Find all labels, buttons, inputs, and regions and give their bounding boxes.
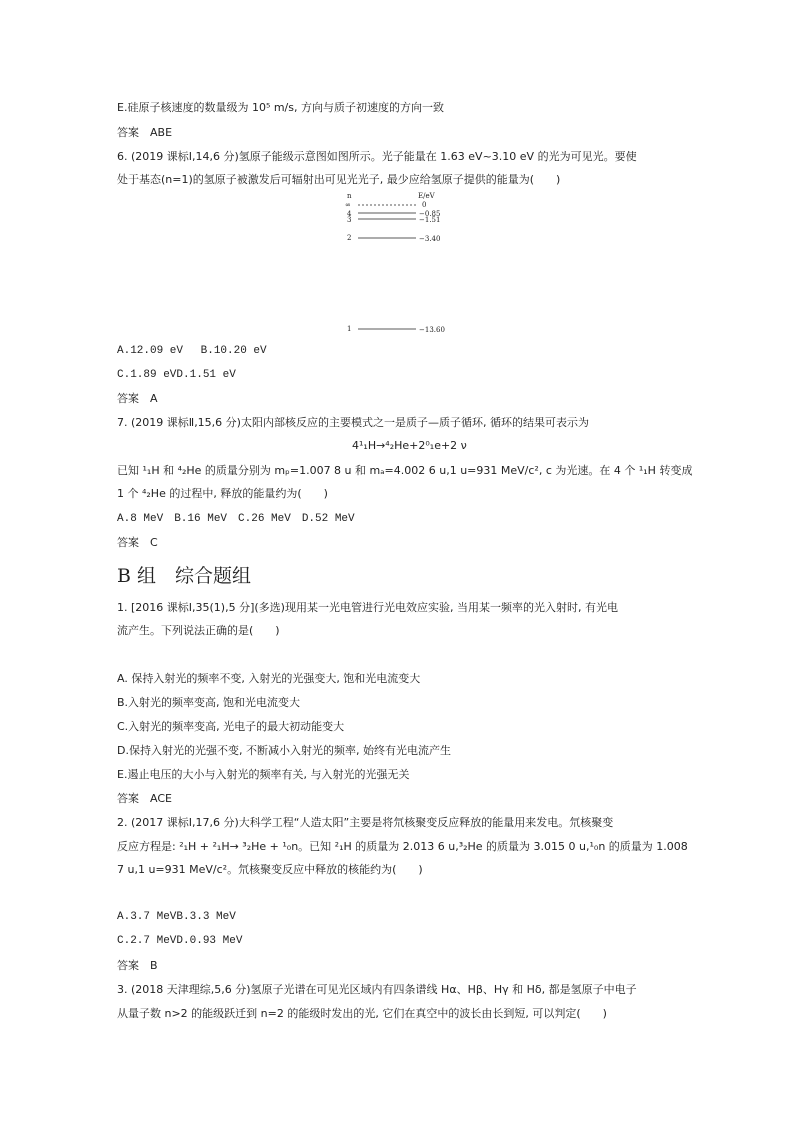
question-b1-option-a: A. 保持入射光的频率不变, 入射光的光强变大, 饱和光电流变大: [117, 672, 421, 685]
level-e-2: −3.40: [419, 235, 441, 243]
answer-text: 答案 ABE: [117, 126, 173, 139]
question-b1-option-e: E.遏止电压的大小与入射光的频率有关, 与入射光的光强无关: [117, 768, 410, 781]
question-b1-answer: 答案 ACE: [117, 792, 172, 805]
question-6-options-ab: A.12.09 eV B.10.20 eV: [117, 345, 267, 357]
question-7-stem-line-2: 已知 ¹₁H 和 ⁴₂He 的质量分别为 mₚ=1.007 8 u 和 mₐ=4.002 6 u,1 u=931 MeV/c², c 为光速。在 4 个 ¹₁H 转变成: [117, 464, 693, 477]
question-b3-stem-line-2: 从量子数 n>2 的能级跃迁到 n=2 的能级时发出的光, 它们在真空中的波长由长到短, 可以判定( ): [117, 1007, 607, 1020]
level-n-1: 1: [347, 325, 352, 333]
question-6-stem-line-2: 处于基态(n=1)的氢原子被激发后可辐射出可见光光子, 最少应给氢原子提供的能量为( ): [117, 173, 561, 186]
question-b2-options-ab: A.3.7 MeVB.3.3 MeV: [117, 911, 236, 923]
level-n-4: 4: [347, 210, 352, 218]
level-n-inf: ∞: [345, 201, 351, 209]
level-e-4: −0.85: [419, 210, 441, 218]
question-6-options-cd: C.1.89 eVD.1.51 eV: [117, 369, 236, 381]
level-n-2: 2: [347, 234, 352, 242]
question-b1-stem-line-1: 1. [2016 课标Ⅰ,35(1),5 分](多选)现用某一光电管进行光电效应实验, 当用某一频率的光入射时, 有光电: [117, 601, 618, 614]
question-b2-stem-line-3: 7 u,1 u=931 MeV/c²。氘核聚变反应中释放的核能约为( ): [117, 863, 423, 876]
question-b1-option-b: B.入射光的频率变高, 饱和光电流变大: [117, 696, 301, 709]
level-e-1: −13.60: [419, 326, 445, 334]
question-7-stem-line-1: 7. (2019 课标Ⅱ,15,6 分)太阳内部核反应的主要模式之一是质子—质子循环, 循环的结果可表示为: [117, 416, 589, 429]
energy-axis-header: E/eV: [418, 192, 435, 200]
question-6-answer: 答案 A: [117, 392, 158, 405]
question-7-answer: 答案 C: [117, 536, 158, 549]
question-b2-options-cd: C.2.7 MeVD.0.93 MeV: [117, 935, 243, 947]
n-axis-header: n: [347, 192, 352, 200]
level-n-3: 3: [347, 216, 352, 224]
question-b2-stem-line-1: 2. (2017 课标Ⅰ,17,6 分)大科学工程“人造太阳”主要是将氘核聚变反应释放的能量用来发电。氘核聚变: [117, 816, 614, 829]
question-b1-option-d: D.保持入射光的光强不变, 不断减小入射光的频率, 始终有光电流产生: [117, 744, 451, 757]
question-7-options: A.8 MeV B.16 MeV C.26 MeV D.52 MeV: [117, 513, 355, 525]
question-7-equation: 4¹₁H→⁴₂He+2⁰₁e+2 ν: [352, 439, 467, 452]
question-7-stem-line-3: 1 个 ⁴₂He 的过程中, 释放的能量约为( ): [117, 487, 328, 500]
energy-level-diagram: [330, 190, 490, 340]
question-6-stem-line-1: 6. (2019 课标Ⅰ,14,6 分)氢原子能级示意图如图所示。光子能量在 1.63 eV~3.10 eV 的光为可见光。要使: [117, 150, 637, 163]
question-b1-option-c: C.入射光的频率变高, 光电子的最大初动能变大: [117, 720, 345, 733]
question-b3-stem-line-1: 3. (2018 天津理综,5,6 分)氢原子光谱在可见光区域内有四条谱线 Hα、Hβ、Hγ 和 Hδ, 都是氢原子中电子: [117, 983, 637, 996]
question-b2-answer: 答案 B: [117, 959, 158, 972]
option-e-text: E.硅原子核速度的数量级为 10⁵ m/s, 方向与质子初速度的方向一致: [117, 101, 444, 114]
question-b1-stem-line-2: 流产生。下列说法正确的是( ): [117, 624, 280, 637]
level-e-inf: 0: [422, 201, 427, 209]
section-b-title: B 组 综合题组: [117, 565, 252, 587]
question-b2-stem-line-2: 反应方程是: ²₁H + ²₁H→ ³₂He + ¹₀n。已知 ²₁H 的质量为 2.013 6 u,³₂He 的质量为 3.015 0 u,¹₀n 的质量为 1.008: [117, 840, 688, 853]
level-e-3: −1.51: [419, 216, 441, 224]
